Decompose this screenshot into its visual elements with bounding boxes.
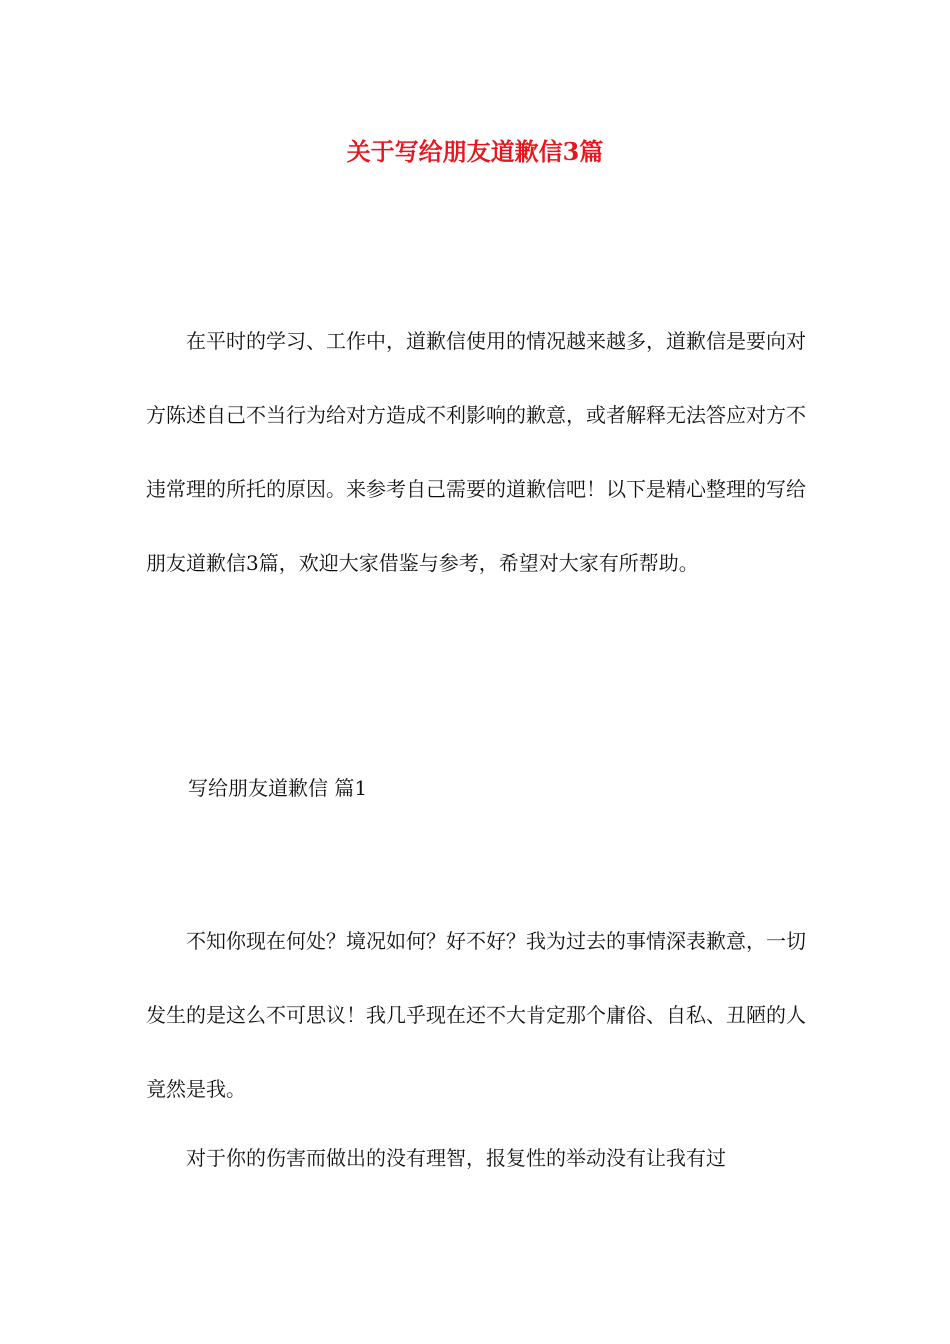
body-paragraph-1: 不知你现在何处？境况如何？好不好？我为过去的事情深表歉意，一切发生的是这么不可思议！我几乎现在还不大肯定那个庸俗、自私、丑陋的人竟然是我。: [146, 929, 806, 1101]
body-paragraph-2: 对于你的伤害而做出的没有理智，报复性的举动没有让我有过: [186, 1146, 726, 1170]
section-heading: 写给朋友道歉信 篇1: [188, 776, 368, 800]
document-title: 关于写给朋友道歉信3篇: [346, 137, 604, 166]
intro-paragraph: 在平时的学习、工作中，道歉信使用的情况越来越多，道歉信是要向对方陈述自己不当行为给对方造成不利影响的歉意，或者解释无法答应对方不违常理的所托的原因。来参考自己需要的道歉信吧！以下是精心整理的写给朋友道歉信3篇，欢迎大家借鉴与参考，希望对大家有所帮助。: [146, 329, 806, 575]
